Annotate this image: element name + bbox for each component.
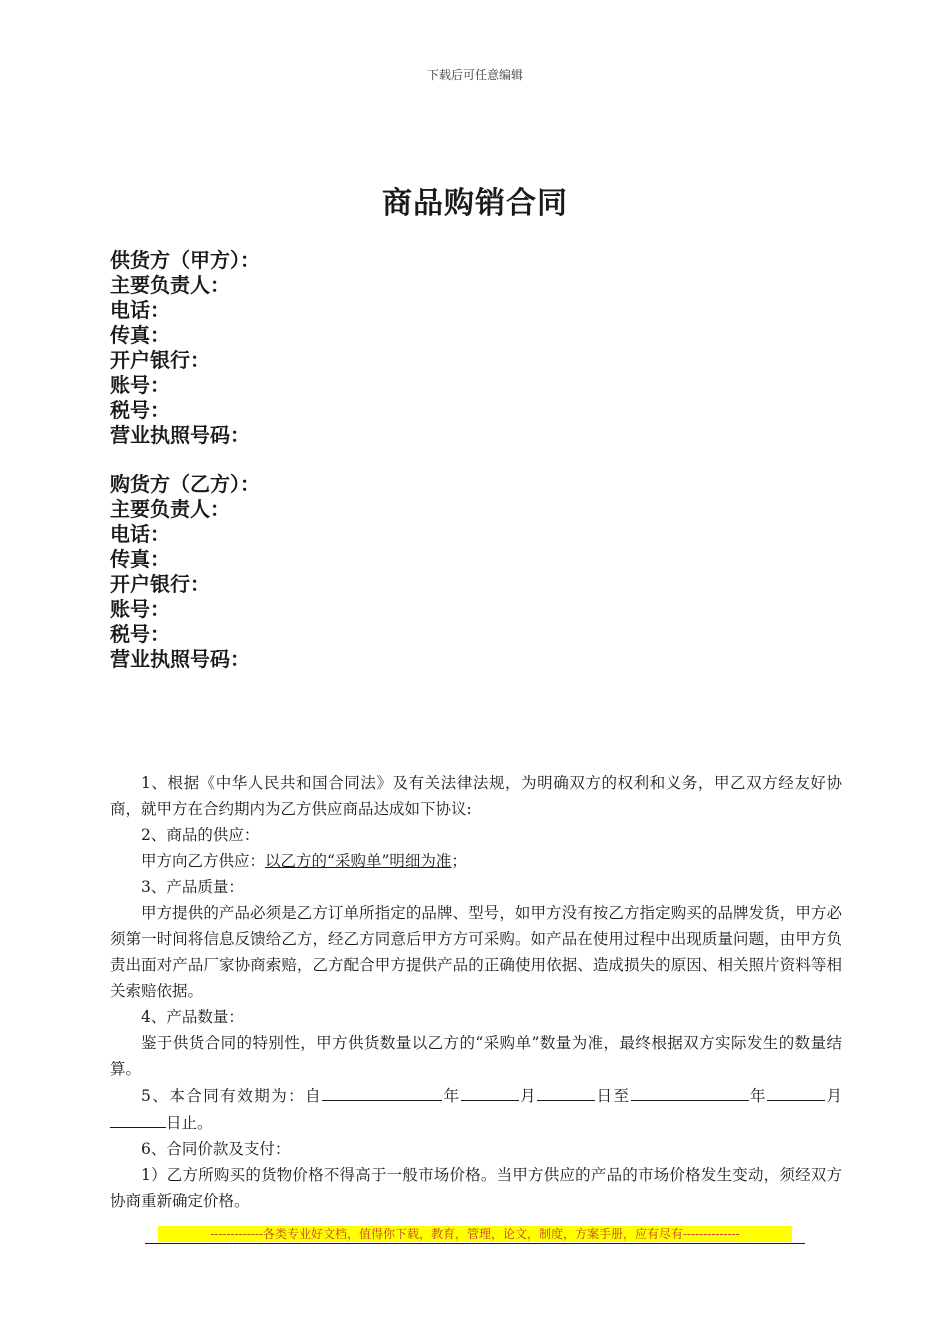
clause-5-day1: 日至 — [595, 1087, 631, 1105]
party-a-block — [110, 248, 260, 448]
header-note: 下载后可任意编辑 — [426, 68, 523, 82]
start-date-day-blank[interactable] — [537, 1082, 595, 1101]
party-b-contact: 主要负责人： — [110, 497, 230, 521]
clause-6-item-1: 1）乙方所购买的货物价格不得高于一般市场价格。当甲方供应的产品的市场价格发生变动，须经双方协商重新确定价格。 — [110, 1166, 842, 1210]
party-a-contact: 主要负责人： — [110, 273, 230, 297]
clause-4-title: 4、产品数量： — [141, 1008, 244, 1026]
party-a-phone: 电话： — [110, 298, 170, 322]
party-a-tax-id: 税号： — [110, 398, 170, 422]
clause-4-body: 鉴于供货合同的特别性，甲方供货数量以乙方的“采购单”数量为准，最终根据双方实际发生的数量结算。 — [110, 1034, 842, 1078]
clause-5-month1: 月 — [518, 1087, 538, 1105]
party-b-tax-id: 税号： — [110, 622, 170, 646]
end-date-year-blank[interactable] — [631, 1082, 749, 1101]
clause-2-title: 2、商品的供应： — [141, 826, 260, 844]
clause-5-year1: 年 — [442, 1087, 461, 1105]
party-b-bank: 开户银行： — [110, 572, 210, 596]
party-b-license: 营业执照号码： — [110, 647, 250, 671]
clause-5-end: 日止。 — [166, 1114, 213, 1132]
clause-3-body: 甲方提供的产品必须是乙方订单所指定的品牌、型号，如甲方没有按乙方指定购买的品牌发货，甲方必须第一时间将信息反馈给乙方，经乙方同意后甲方方可采购。如产品在使用过程中出现质量问题，由甲方负责出面对产品厂家协商索赔，乙方配合甲方提供产品的正确使用依据、造成损失的原因、相关照片资料等相关索赔依据。 — [110, 904, 842, 1000]
party-a-account: 账号： — [110, 373, 170, 397]
party-b-fax: 传真： — [110, 547, 170, 571]
end-date-day-blank[interactable] — [110, 1109, 166, 1128]
clause-5-year2: 年 — [748, 1087, 767, 1105]
start-date-year-blank[interactable] — [322, 1082, 442, 1101]
party-a-bank: 开户银行： — [110, 348, 210, 372]
contract-body — [110, 770, 842, 1214]
party-a-license: 营业执照号码： — [110, 423, 250, 447]
start-date-month-blank[interactable] — [461, 1082, 519, 1101]
party-b-account: 账号： — [110, 597, 170, 621]
clause-1: 1、根据《中华人民共和国合同法》及有关法律法规，为明确双方的权利和义务，甲乙双方经友好协商，就甲方在合约期内为乙方供应商品达成如下协议: — [110, 774, 842, 818]
clause-2-underlined: 以乙方的“采购单”明细为准 — [265, 852, 452, 870]
clause-2-prefix: 甲方向乙方供应： — [141, 852, 266, 870]
clause-2-suffix: ； — [451, 852, 467, 870]
clause-3-title: 3、产品质量： — [141, 878, 244, 896]
document-title: 商品购销合同 — [382, 186, 568, 221]
clause-5 — [110, 1082, 842, 1136]
party-b-phone: 电话： — [110, 522, 170, 546]
party-b-block — [110, 472, 260, 672]
party-b-label: 购货方（乙方）： — [110, 472, 260, 496]
footer-divider — [145, 1243, 805, 1244]
footer-banner: -------------各类专业好文档，值得你下载，教育，管理，论文，制度，方案手册，应有尽有-------------- — [158, 1226, 792, 1242]
clause-6-title: 6、合同价款及支付： — [141, 1140, 291, 1158]
clause-5-prefix: 5、本合同有效期为：自 — [141, 1087, 323, 1105]
party-a-fax: 传真： — [110, 323, 170, 347]
clause-2-body — [110, 848, 842, 874]
end-date-month-blank[interactable] — [767, 1082, 825, 1101]
party-a-label: 供货方（甲方）： — [110, 248, 260, 272]
clause-5-month2: 月 — [824, 1087, 842, 1105]
